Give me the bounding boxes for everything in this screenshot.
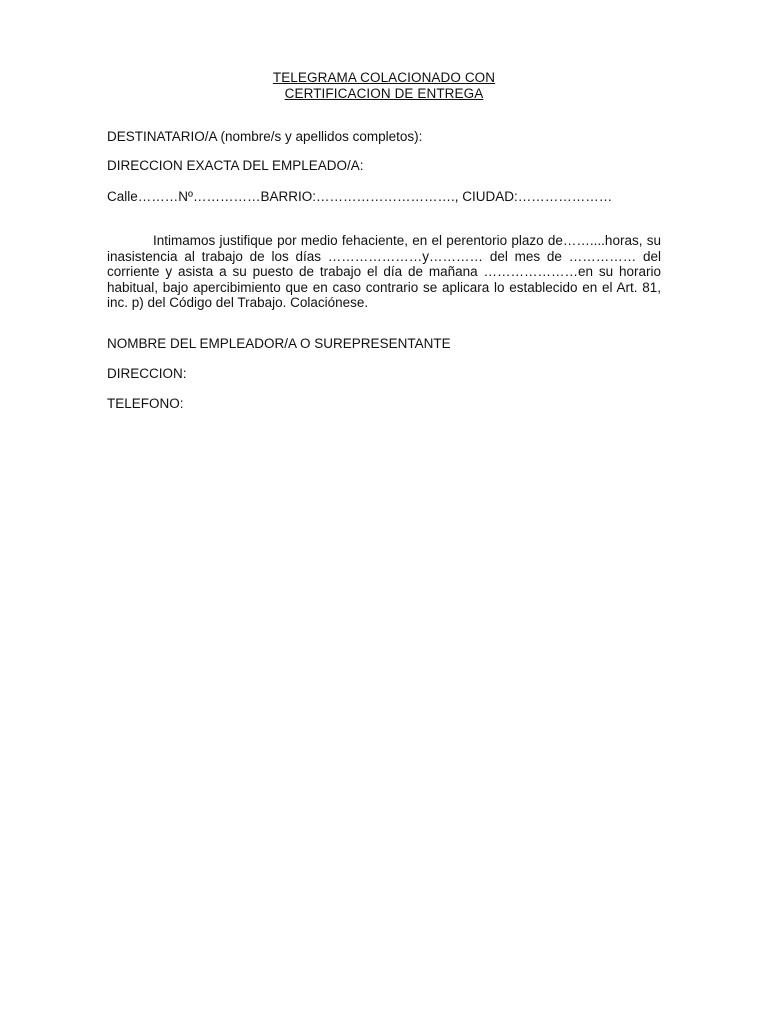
address-fields-line: Calle………Nº……………BARRIO:…………………………., CIUDAD:………………… bbox=[107, 189, 613, 204]
document-title-line-2: CERTIFICACION DE ENTREGA bbox=[284, 86, 484, 101]
document-title-line-1: TELEGRAMA COLACIONADO CON bbox=[272, 70, 496, 85]
telefono-label: TELEFONO: bbox=[107, 396, 184, 411]
destinatario-label: DESTINATARIO/A (nombre/s y apellidos completos): bbox=[107, 129, 423, 144]
direccion-label: DIRECCION: bbox=[107, 366, 187, 381]
direccion-empleado-label: DIRECCION EXACTA DEL EMPLEADO/A: bbox=[107, 158, 364, 173]
intimation-paragraph: Intimamos justifique por medio fehaciente, en el perentorio plazo de……....horas, su inasistencia al trabajo de los días …………………y………… del mes de …………… del corriente y asista a su puesto de trabajo el día de mañana …………………en su horario habitual, bajo apercibimiento que en caso contrario se aplicara lo establecido en el Art. 81, inc. p) del Código del Trabajo. Colaciónese. bbox=[107, 233, 661, 310]
empleador-label: NOMBRE DEL EMPLEADOR/A O SUREPRESENTANTE bbox=[107, 336, 451, 351]
